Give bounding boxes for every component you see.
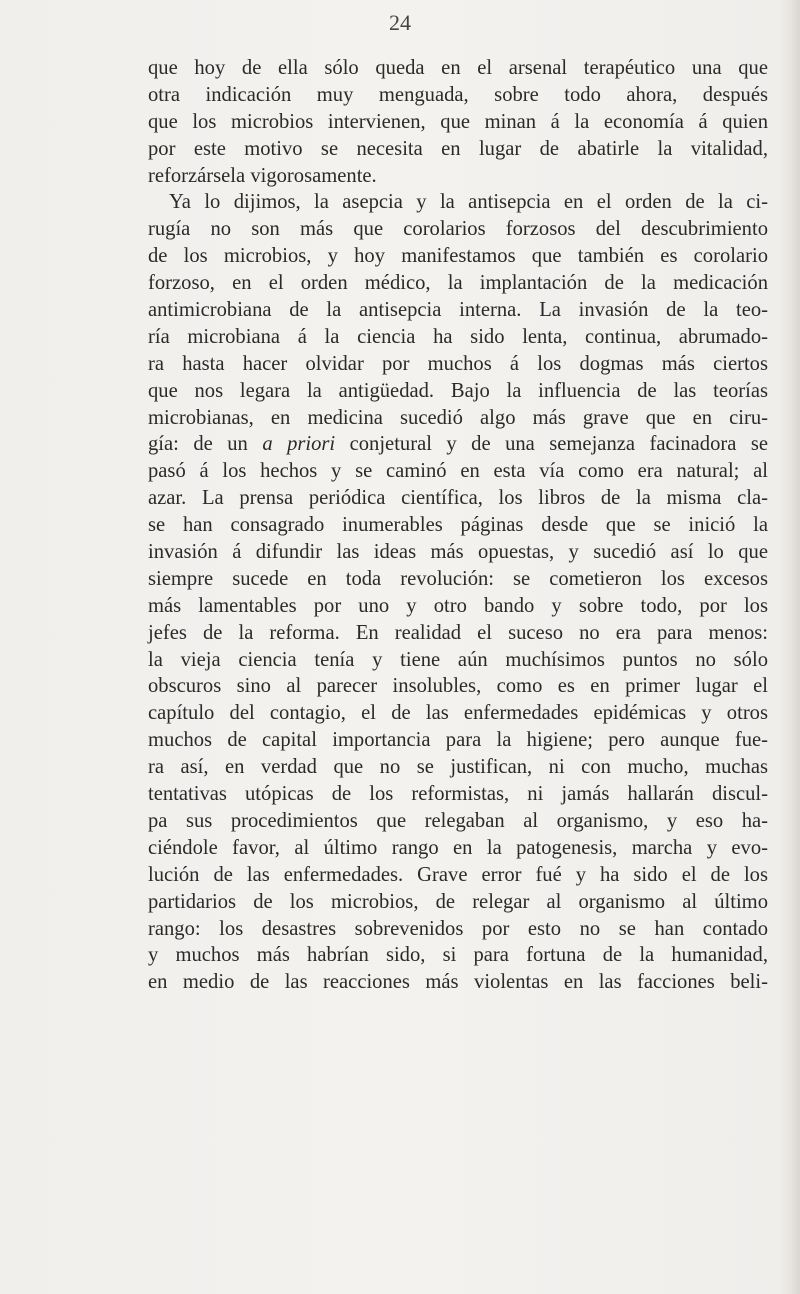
- text-line: de los microbios, y hoy manifestamos que también es corolario: [148, 245, 768, 268]
- text-line: microbianas, en medicina sucedió algo más grave que en ciru-: [148, 406, 768, 429]
- text-line: que los microbios intervienen, que minan á la economía á quien: [148, 110, 768, 133]
- text-segment: conjetural y de una semejanza facinadora se: [335, 433, 768, 456]
- text-line: azar. La prensa periódica científica, los libros de la misma cla-: [148, 487, 768, 510]
- text-line: pa sus procedimientos que relegaban al organismo, y eso ha-: [148, 809, 768, 832]
- body-text: [148, 55, 768, 996]
- text-line: la vieja ciencia tenía y tiene aún muchísimos puntos no sólo: [148, 648, 768, 671]
- text-line: ra hasta hacer olvidar por muchos á los dogmas más ciertos: [148, 352, 768, 375]
- text-line: invasión á difundir las ideas más opuestas, y sucedió así lo que: [148, 541, 768, 564]
- text-line: en medio de las reacciones más violentas en las facciones beli-: [148, 971, 768, 994]
- text-line: más lamentables por uno y otro bando y sobre todo, por los: [148, 594, 768, 617]
- text-line: siempre sucede en toda revolución: se cometieron los excesos: [148, 567, 768, 590]
- text-line: y muchos más habrían sido, si para fortuna de la humanidad,: [148, 944, 768, 967]
- text-line: muchos de capital importancia para la higiene; pero aunque fue-: [148, 729, 768, 752]
- text-line: rugía no son más que corolarios forzosos del descubrimiento: [148, 218, 768, 241]
- text-line: ría microbiana á la ciencia ha sido lenta, continua, abrumado-: [148, 325, 768, 348]
- text-line: que nos legara la antigüedad. Bajo la influencia de las teorías: [148, 379, 768, 402]
- text-line: ciéndole favor, al último rango en la patogenesis, marcha y evo-: [148, 836, 768, 859]
- italic-phrase: a priori: [262, 433, 336, 456]
- text-line: por este motivo se necesita en lugar de abatirle la vitalidad,: [148, 137, 768, 160]
- text-line: capítulo del contagio, el de las enfermedades epidémicas y otros: [148, 702, 768, 725]
- text-line: rango: los desastres sobrevenidos por esto no se han contado: [148, 917, 768, 940]
- text-line: lución de las enfermedades. Grave error fué y ha sido el de los: [148, 863, 768, 886]
- text-line: jefes de la reforma. En realidad el suceso no era para menos:: [148, 621, 768, 644]
- text-line: ra así, en verdad que no se justifican, ni con mucho, muchas: [148, 756, 768, 779]
- text-line: reforzársela vigorosamente.: [148, 164, 377, 187]
- text-line: obscuros sino al parecer insolubles, como es en primer lugar el: [148, 675, 768, 698]
- text-line: [148, 431, 768, 458]
- text-line: Ya lo dijimos, la asepcia y la antisepcia en el orden de la ci-: [169, 191, 768, 214]
- text-line: se han consagrado inumerables páginas desde que se inició la: [148, 514, 768, 537]
- page-edge-shadow: [778, 0, 800, 1294]
- page-number: 24: [389, 10, 411, 35]
- text-line: tentativas utópicas de los reformistas, ni jamás hallarán discul-: [148, 783, 768, 806]
- text-line: partidarios de los microbios, de relegar al organismo al último: [148, 890, 768, 913]
- text-line: pasó á los hechos y se caminó en esta vía como era natural; al: [148, 460, 768, 483]
- text-line: que hoy de ella sólo queda en el arsenal terapéutico una que: [148, 57, 768, 79]
- text-segment: gía: de un: [148, 433, 263, 456]
- text-line: otra indicación muy menguada, sobre todo ahora, después: [148, 83, 768, 106]
- text-line: antimicrobiana de la antisepcia interna. La invasión de la teo-: [148, 299, 768, 322]
- text-line: forzoso, en el orden médico, la implantación de la medicación: [148, 272, 768, 295]
